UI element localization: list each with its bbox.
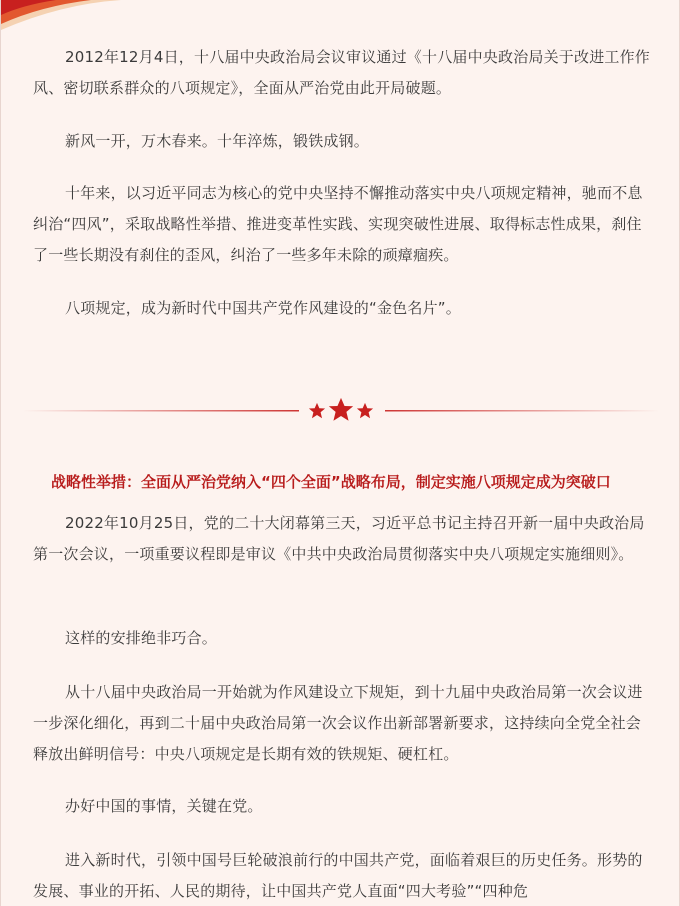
corner-ribbon-decoration [1,0,121,40]
paragraph-2: 新风一开，万木春来。十年淬炼，锻铁成钢。 [65,132,370,150]
star-icon [309,403,325,418]
paragraph-7: 从十八届中央政治局一开始就为作风建设立下规矩，到十九届中央政治局第一次会议进一步深化细化，再到二十届中央政治局第一次会议作出新部署新要求，这持续向全党全社会释放出鲜明信号：中央八项规定是长期有效的铁规矩、硬杠杠。 [33,683,643,763]
paragraph-3: 十年来，以习近平同志为核心的党中央坚持不懈推动落实中央八项规定精神，驰而不息纠治“四风”，采取战略性举措、推进变革性实践、实现突破性进展、取得标志性成果，刹住了一些长期没有刹住的歪风，纠治了一些多年未除的顽瘴痼疾。 [33,184,643,264]
paragraph-5: 2022年10月25日，党的二十大闭幕第三天，习近平总书记主持召开新一届中央政治局第一次会议，一项重要议程即是审议《中共中央政治局贯彻落实中央八项规定实施细则》。 [33,514,645,563]
section-title: 战略性举措：全面从严治党纳入“四个全面”战略布局，制定实施八项规定成为突破口 [51,473,611,491]
paragraph-4: 八项规定，成为新时代中国共产党作风建设的“金色名片”。 [65,299,461,317]
star-icon [357,403,373,418]
paragraph-1: 2012年12月4日，十八届中央政治局会议审议通过《十八届中央政治局关于改进工作作风、密切联系群众的八项规定》，全面从严治党由此开局破题。 [33,48,651,97]
paragraph-9: 进入新时代，引领中国号巨轮破浪前行的中国共产党，面临着艰巨的历史任务。形势的发展、事业的开拓、人民的期待，让中国共产党人直面“四大考验”“四种危 [33,851,643,900]
paragraph-8: 办好中国的事情，关键在党。 [65,797,263,815]
section-divider [23,395,659,427]
paragraph-6: 这样的安排绝非巧合。 [65,629,218,647]
star-icon [329,398,353,421]
